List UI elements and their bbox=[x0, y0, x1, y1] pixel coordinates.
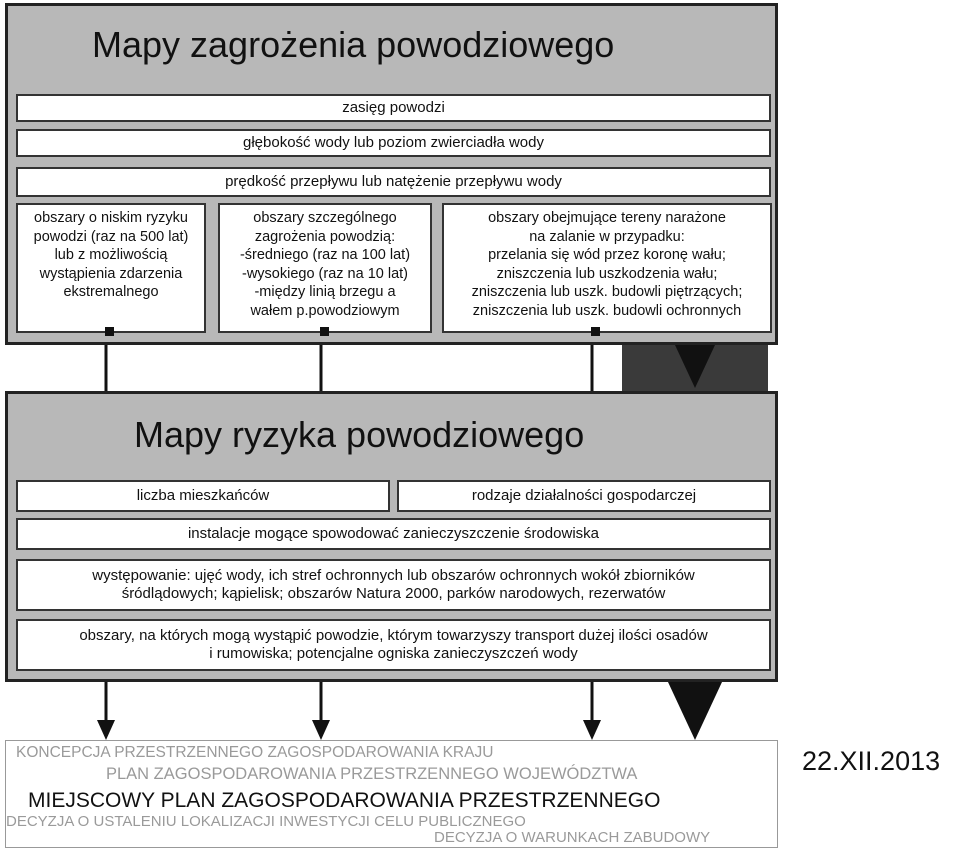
planning-line-local-plan: MIEJSCOWY PLAN ZAGOSPODAROWANIA PRZESTRZENNEGO bbox=[28, 789, 661, 812]
flow-triangle-lower bbox=[668, 682, 722, 740]
col-line: -wysokiego (raz na 10 lat) bbox=[241, 265, 408, 282]
col-line: zniszczenia lub uszk. budowli ochronnych bbox=[472, 302, 742, 319]
risk-maps-panel bbox=[5, 391, 778, 682]
hazard-row-flow-velocity: prędkość przepływu lub natężenie przepływu wody bbox=[16, 167, 771, 197]
col-line: lub z możliwością bbox=[54, 247, 168, 264]
col-line: -średniego (raz na 100 lat) bbox=[239, 247, 411, 264]
col-line: -między linią brzegu a bbox=[254, 284, 396, 301]
planning-line-national-concept: KONCEPCJA PRZESTRZENNEGO ZAGOSPODAROWANIA KRAJU bbox=[16, 744, 494, 761]
connector-dot-3 bbox=[591, 327, 600, 336]
hazard-col-special-risk bbox=[218, 203, 432, 333]
arrow-head-2 bbox=[312, 720, 330, 740]
row-line: i rumowiska; potencjalne ogniska zanieczyszczeń wody bbox=[209, 645, 578, 662]
planning-line-building-conditions-decision: DECYZJA O WARUNKACH ZABUDOWY bbox=[434, 829, 711, 846]
diagram-date: 22.XII.2013 bbox=[802, 746, 941, 776]
col-line: obszary obejmujące tereny narażone bbox=[488, 210, 726, 226]
hazard-col-low-risk bbox=[16, 203, 206, 333]
hazard-row-water-depth: głębokość wody lub poziom zwierciadła wody bbox=[16, 129, 771, 157]
hazard-maps-title: Mapy zagrożenia powodziowego bbox=[92, 24, 615, 65]
planning-documents-box bbox=[5, 740, 778, 848]
hazard-maps-panel bbox=[5, 3, 778, 345]
row-line: występowanie: ujęć wody, ich stref ochronnych lub obszarów ochronnych wokół zbiorników bbox=[92, 567, 695, 584]
col-line: zniszczenia lub uszk. budowli piętrzących; bbox=[471, 284, 743, 301]
risk-row-pollution-installations: instalacje mogące spowodować zanieczyszczenie środowiska bbox=[16, 518, 771, 550]
arrow-head-3 bbox=[583, 720, 601, 740]
planning-line-voivodeship-plan: PLAN ZAGOSPODAROWANIA PRZESTRZENNEGO WOJEWÓDZTWA bbox=[106, 765, 638, 783]
connector-dot-2 bbox=[320, 327, 329, 336]
risk-row-protected-areas bbox=[16, 559, 771, 611]
row-line: śródlądowych; kąpielisk; obszarów Natura 2000, parków narodowych, rezerwatów bbox=[121, 585, 666, 602]
risk-row-residents: liczba mieszkańców bbox=[16, 480, 390, 512]
col-line: zniszczenia lub uszkodzenia wału; bbox=[496, 265, 718, 282]
col-line: wystąpienia zdarzenia bbox=[39, 265, 183, 282]
col-line: ekstremalnego bbox=[63, 284, 159, 301]
col-line: przelania się wód przez koronę wału; bbox=[488, 247, 726, 264]
planning-line-public-purpose-decision: DECYZJA O USTALENIU LOKALIZACJI INWESTYCJI CELU PUBLICZNEGO bbox=[6, 813, 526, 830]
col-line: obszary o niskim ryzyku bbox=[34, 210, 188, 226]
hazard-row-flood-extent: zasięg powodzi bbox=[16, 94, 771, 122]
arrow-head-1 bbox=[97, 720, 115, 740]
col-line: wałem p.powodziowym bbox=[250, 302, 400, 319]
col-line: zagrożenia powodzią: bbox=[254, 228, 396, 245]
row-line: obszary, na których mogą wystąpić powodzie, którym towarzyszy transport dużej ilości osadów bbox=[79, 627, 708, 644]
risk-row-sediment-areas bbox=[16, 619, 771, 671]
col-line: na zalanie w przypadku: bbox=[529, 228, 685, 245]
risk-row-economic-activity: rodzaje działalności gospodarczej bbox=[397, 480, 771, 512]
hazard-col-embankment-areas bbox=[442, 203, 772, 333]
col-line: obszary szczególnego bbox=[253, 210, 397, 226]
risk-maps-title: Mapy ryzyka powodziowego bbox=[134, 414, 585, 455]
connector-dot-1 bbox=[105, 327, 114, 336]
col-line: powodzi (raz na 500 lat) bbox=[33, 228, 189, 245]
